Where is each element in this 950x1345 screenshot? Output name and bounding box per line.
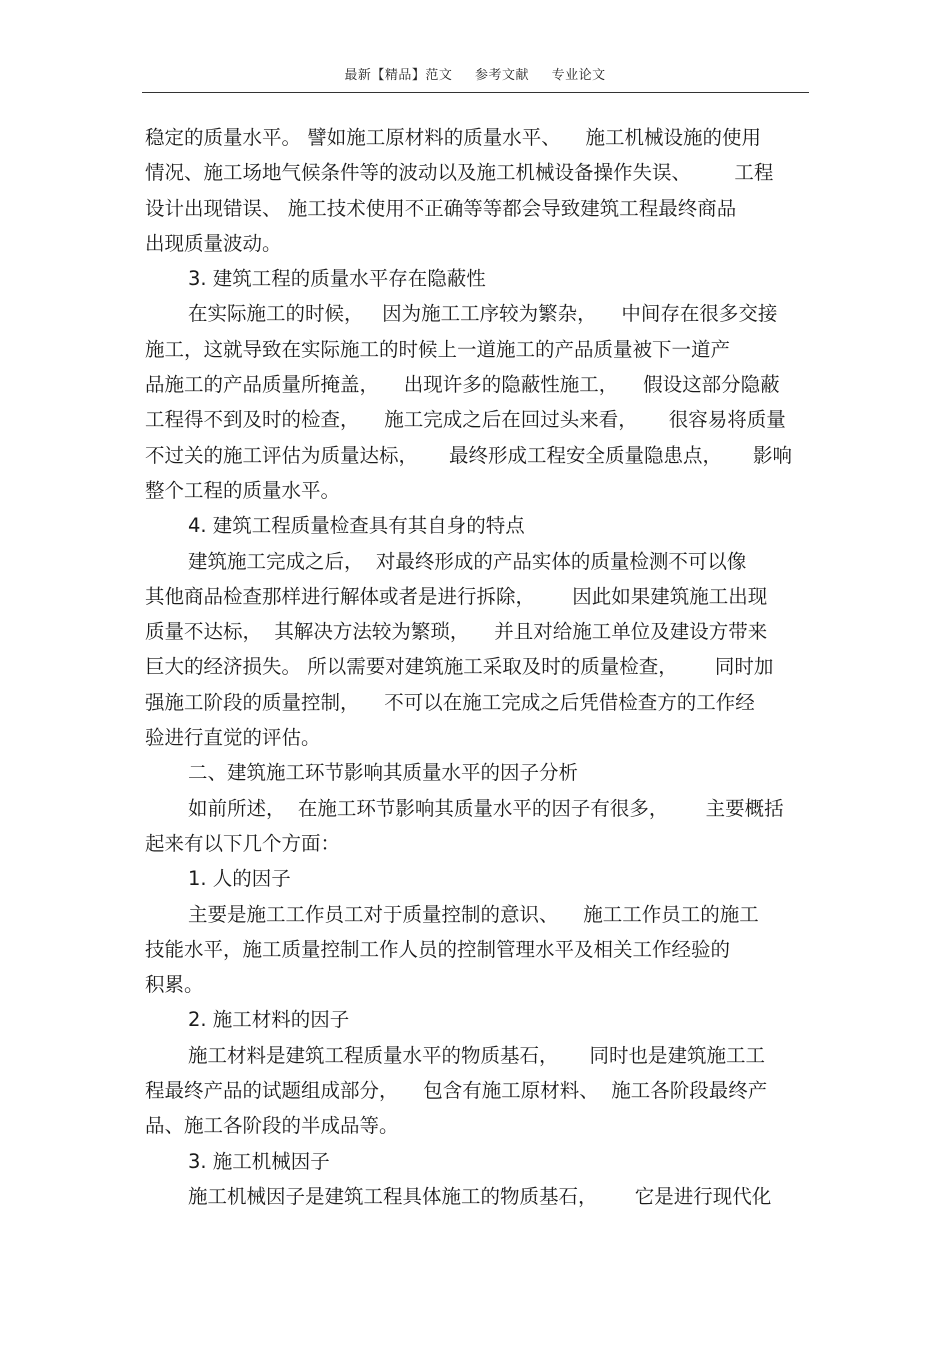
body-text-line: 质量不达标， 其解决方法较为繁琐， 并且对给施工单位及建设方带来 <box>145 620 768 644</box>
body-text-line: 品施工的产品质量所掩盖， 出现许多的隐蔽性施工， 假设这部分隐蔽 <box>145 373 780 397</box>
body-text-line: 1. 人的因子 <box>188 867 291 891</box>
body-text-line: 建筑施工完成之后， 对最终形成的产品实体的质量检测不可以像 <box>188 549 747 573</box>
body-text-line: 2. 施工材料的因子 <box>188 1008 350 1032</box>
body-text-line: 施工机械因子是建筑工程具体施工的物质基石， 它是进行现代化 <box>188 1184 772 1208</box>
body-text-line: 二、建筑施工环节影响其质量水平的因子分析 <box>188 761 579 785</box>
body-text-line: 整个工程的质量水平。 <box>145 478 341 502</box>
body-text-line: 技能水平，施工质量控制工作人员的控制管理水平及相关工作经验的 <box>145 937 731 961</box>
body-text-line: 其他商品检查那样进行解体或者是进行拆除， 因此如果建筑施工出现 <box>145 584 768 608</box>
header-item-latest-essays: 最新【精品】范文 <box>344 68 453 83</box>
body-text-line: 3. 施工机械因子 <box>188 1149 330 1173</box>
body-text-line: 工程得不到及时的检查， 施工完成之后在回过头来看， 很容易将质量 <box>145 408 786 432</box>
body-text-line: 积累。 <box>145 973 204 997</box>
body-text-line: 稳定的质量水平。 譬如施工原材料的质量水平、 施工机械设施的使用 <box>145 126 761 149</box>
body-text-line: 强施工阶段的质量控制， 不可以在施工完成之后凭借检查方的工作经 <box>145 690 755 714</box>
body-text-line: 如前所述， 在施工环节影响其质量水平的因子有很多， 主要概括 <box>188 796 784 820</box>
body-text-line: 程最终产品的试题组成部分， 包含有施工原材料、 施工各阶段最终产 <box>145 1079 768 1103</box>
document-body <box>145 120 810 1214</box>
header-item-references: 参考文献 <box>474 68 529 83</box>
body-text-line: 施工材料是建筑工程质量水平的物质基石， 同时也是建筑施工工 <box>188 1043 765 1067</box>
body-text-line: 主要是施工工作员工对于质量控制的意识、 施工工作员工的施工 <box>188 902 759 926</box>
page-header <box>0 64 950 83</box>
body-text-line: 在实际施工的时候， 因为施工工序较为繁杂， 中间存在很多交接 <box>188 302 778 326</box>
body-text-line: 起来有以下几个方面： <box>145 831 341 855</box>
body-text-line: 设计出现错误、 施工技术使用不正确等等都会导致建筑工程最终商品 <box>145 196 737 220</box>
header-item-professional-papers: 专业论文 <box>551 68 606 83</box>
body-text-line: 3. 建筑工程的质量水平存在隐蔽性 <box>188 267 486 291</box>
body-text-line: 情况、施工场地气候条件等的波动以及施工机械设备操作失误、 工程 <box>145 161 774 185</box>
body-text-line: 4. 建筑工程质量检查具有其自身的特点 <box>188 514 525 538</box>
header-divider <box>142 92 809 93</box>
body-text-line: 巨大的经济损失。 所以需要对建筑施工采取及时的质量检查， 同时加 <box>145 655 774 679</box>
body-text-line: 出现质量波动。 <box>145 231 282 255</box>
body-text-line: 不过关的施工评估为质量达标， 最终形成工程安全质量隐患点， 影响 <box>145 443 792 467</box>
body-text-line: 施工，这就导致在实际施工的时候上一道施工的产品质量被下一道产 <box>145 337 731 361</box>
body-text-line: 品、施工各阶段的半成品等。 <box>145 1114 399 1138</box>
body-text-line: 验进行直觉的评估。 <box>145 726 321 750</box>
